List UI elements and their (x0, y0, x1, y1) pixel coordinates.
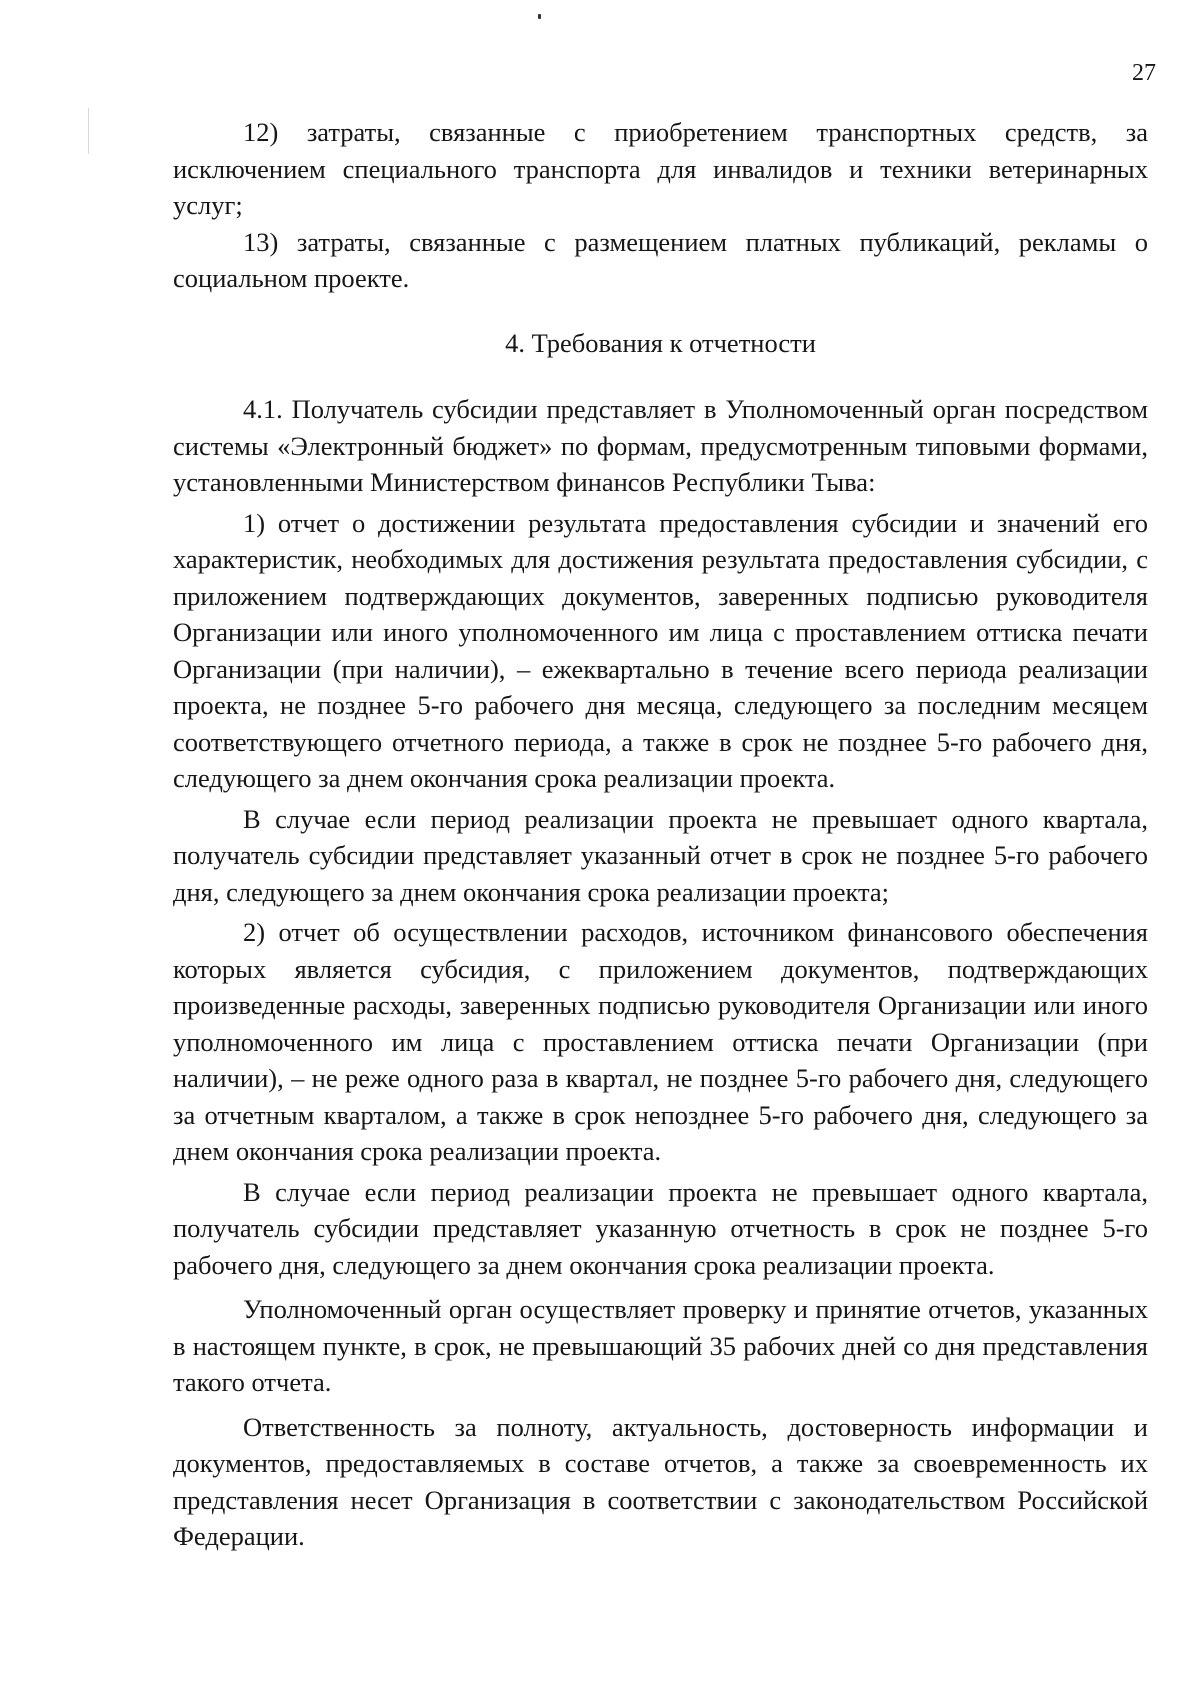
scan-artifact-dot (538, 14, 541, 19)
paragraph-item-13: 13) затраты, связанные с размещением платных публикаций, рекламы о социальном проекте. (173, 226, 1148, 293)
paragraph-4-1: 4.1. Получатель субсидии представляет в Уполномоченный орган посредством системы «Электронный бюджет» по формам, предусмотренным типовыми формами, установленными Министерством финансов Республики Тыва: (173, 394, 1148, 497)
paragraph-verification: Уполномоченный орган осуществляет проверку и принятие отчетов, указанных в настоящем пункте, в срок, не превышающий 35 рабочих дней со дня представления такого отчета. (173, 1294, 1148, 1397)
paragraph-quarter-reporting: В случае если период реализации проекта не превышает одного квартала, получатель субсидии представляет указанную отчетность в срок не позднее 5-го рабочего дня, следующего за днем окончания срока реализации проекта. (173, 1176, 1148, 1280)
paragraph-responsibility: Ответственность за полноту, актуальность, достоверность информации и документов, предоставляемых в составе отчетов, а также за своевременность их представления несет Организация в соответствии с законодательством Российской Федерации. (173, 1411, 1148, 1551)
paragraph-quarter-report: В случае если период реализации проекта не превышает одного квартала, получатель субсидии представляет указанный отчет в срок не позднее 5-го рабочего дня, следующего за днем окончания срока реализации проекта; (173, 803, 1148, 907)
section-heading: 4. Требования к отчетности (505, 327, 816, 358)
scan-artifact-margin-mark (88, 108, 89, 154)
paragraph-subitem-1: 1) отчет о достижении результата предоставления субсидии и значений его характеристик, необходимых для достижения результата предоставления субсидии, с приложением подтверждающих документов, заверенных подписью руководителя Организации или иного уполномоченного им лица с проставлением оттиска печати Организации (при наличии), – ежеквартально в течение всего периода реализации проекта, не позднее 5-го рабочего дня месяца, следующего за последним месяцем соответствующего отчетного периода, а также в срок не позднее 5-го рабочего дня, следующего за днем окончания срока реализации проекта. (173, 507, 1148, 793)
paragraph-subitem-2: 2) отчет об осуществлении расходов, источником финансового обеспечения которых является субсидия, с приложением документов, подтверждающих произведенные расходы, заверенных подписью руководителя Организации или иного уполномоченного им лица с проставлением оттиска печати Организации (при наличии), – не реже одного раза в квартал, не позднее 5-го рабочего дня, следующего за отчетным кварталом, а также в срок непозднее 5-го рабочего дня, следующего за днем окончания срока реализации проекта. (173, 917, 1148, 1166)
paragraph-item-12: 12) затраты, связанные с приобретением транспортных средств, за исключением специального транспорта для инвалидов и техники ветеринарных услуг; (173, 117, 1148, 220)
page-number: 27 (1132, 60, 1156, 86)
document-body (173, 114, 1148, 1555)
